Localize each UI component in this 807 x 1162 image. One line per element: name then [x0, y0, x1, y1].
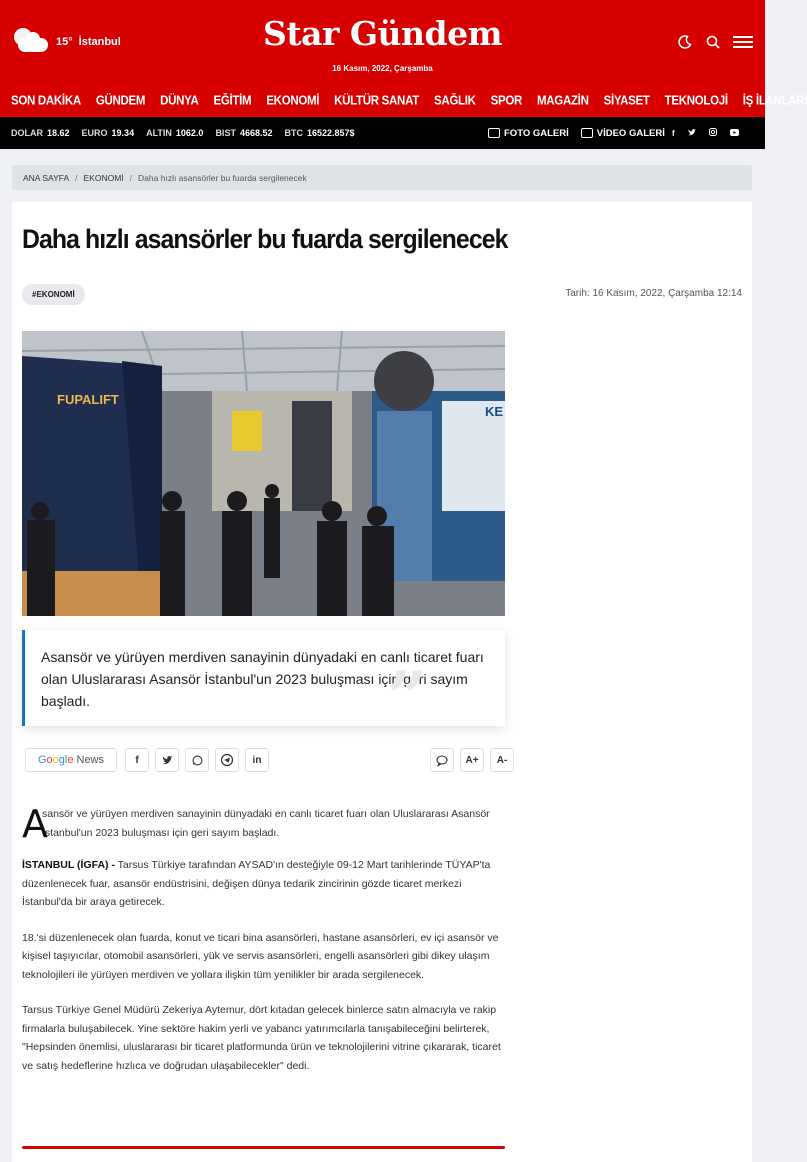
dateline: İSTANBUL (İGFA) -: [22, 859, 115, 871]
breadcrumb-current: Daha hızlı asansörler bu fuarda sergilenecek: [138, 172, 307, 183]
article-card: [12, 202, 752, 1162]
photo-sign-ke: KE: [485, 404, 504, 419]
youtube-icon[interactable]: [730, 129, 739, 138]
quote-icon: ”: [386, 656, 427, 739]
logo-text: Star Gündem: [263, 14, 502, 53]
nav-dunya[interactable]: DÜNYA: [160, 94, 199, 108]
ticker-altin: ALTIN 1062.0: [146, 128, 204, 138]
instagram-icon[interactable]: [709, 128, 717, 138]
main-nav: [0, 85, 807, 117]
nav-saglik[interactable]: SAĞLIK: [433, 94, 476, 108]
ticker-dolar: DOLAR 18.62: [11, 128, 70, 138]
breadcrumb: ANA SAYFA / EKONOMİ / Daha hızlı asansörler bu fuarda sergilenecek: [12, 165, 752, 190]
market-ticker: [0, 117, 765, 149]
image-icon: [488, 128, 500, 138]
article-title: Daha hızlı asansörler bu fuarda sergilenecek: [22, 224, 508, 254]
search-icon[interactable]: [705, 34, 721, 50]
google-news-button[interactable]: G o o g l e News: [25, 748, 117, 772]
paragraph-3: 18.'si düzenlenecek olan fuarda, konut ve ticari bina asansörleri, hastane asansörleri, ev içi asansör ve kişisel taşıyıcılar, otomobil asansörleri, yük ve servis asansörleri, engelli asansörleri gibi dikey ulaşım teknolojileri ile yürüyen merdiven ve yollara ilişkin tüm yenilikler bir arada sergilenecek.: [22, 931, 499, 981]
comment-button[interactable]: [430, 748, 454, 772]
menu-icon[interactable]: [733, 34, 753, 50]
twitter-icon[interactable]: [688, 129, 696, 138]
facebook-share-button[interactable]: f: [125, 748, 149, 772]
nav-gundem[interactable]: GÜNDEM: [95, 94, 146, 108]
photo-gallery-link[interactable]: FOTO GALERİ: [488, 128, 569, 139]
header-date: 16 Kasım, 2022, Çarşamba: [332, 64, 433, 73]
paragraph-4: Tarsus Türkiye Genel Müdürü Zekeriya Aytemur, dört kıtadan gelecek binlerce satın almacıyla ve rakip firmalarla buluşabilecek. Yine sektöre hakim yerli ve yabancı yatırımcılarla tanışabileceğini belirterek, "Hepsinden önemlisi, uluslararası bir ticaret platformunda ürün ve teknolojilerini vitrine çıkararak, ticaret ve satış hedeflerine hızlıca ve doğrudan ulaşabilecekler" dedi.: [22, 1004, 501, 1072]
nav-egitim[interactable]: EĞİTİM: [213, 94, 252, 108]
breadcrumb-category[interactable]: EKONOMİ: [83, 172, 124, 183]
linkedin-share-button[interactable]: in: [245, 748, 269, 772]
nav-is-ilanlari[interactable]: İŞ İLANLARI: [742, 94, 807, 108]
nav-spor[interactable]: SPOR: [490, 94, 523, 108]
video-gallery-link[interactable]: VİDEO GALERİ: [581, 128, 665, 139]
section-divider: [22, 1146, 505, 1149]
facebook-icon[interactable]: f: [672, 128, 675, 138]
article-spot: [22, 630, 505, 739]
category-tag[interactable]: #EKONOMİ: [22, 284, 85, 305]
video-icon: [581, 128, 593, 138]
paragraph-2: İSTANBUL (İGFA) - Tarsus Türkiye tarafından AYSAD'ın desteğiyle 09-12 Mart tarihlerinde TÜYAP'ta düzenlenecek fuar, asansör endüstrisini, değişen dünya tedarik zincirinin gözde ticaret merkezi İstanbul'da bir araya getirecek.: [22, 859, 491, 908]
whatsapp-share-button[interactable]: [185, 748, 209, 772]
site-logo[interactable]: [0, 14, 765, 53]
telegram-share-button[interactable]: [215, 748, 239, 772]
nav-kultur-sanat[interactable]: KÜLTÜR SANAT: [334, 94, 419, 108]
weather-city: İstanbul: [78, 36, 121, 48]
photo-sign-fupalift: FUPALIFT: [57, 392, 119, 407]
nav-teknoloji[interactable]: TEKNOLOJİ: [664, 94, 728, 108]
nav-magazin[interactable]: MAGAZİN: [537, 94, 589, 108]
share-toolbar: [25, 748, 508, 774]
breadcrumb-home[interactable]: ANA SAYFA: [23, 172, 70, 183]
font-decrease-button[interactable]: A-: [490, 748, 514, 772]
nav-son-dakika[interactable]: SON DAKİKA: [11, 94, 81, 108]
dropcap: A: [22, 802, 48, 846]
article-body: [22, 802, 502, 1092]
ticker-btc: BTC 16522.857$: [284, 128, 355, 138]
publish-date: Tarih: 16 Kasım, 2022, Çarşamba 12:14: [565, 288, 742, 299]
ticker-bist: BIST 4668.52: [215, 128, 273, 138]
weather-temp: 15°: [56, 36, 73, 48]
ticker-euro: EURO 19.34: [81, 128, 135, 138]
twitter-share-button[interactable]: [155, 748, 179, 772]
nav-ekonomi[interactable]: EKONOMİ: [266, 94, 320, 108]
nav-siyaset[interactable]: SİYASET: [603, 94, 650, 108]
site-header: [0, 0, 765, 85]
font-increase-button[interactable]: A+: [460, 748, 484, 772]
article-photo: [22, 331, 505, 616]
paragraph-1: A sansör ve yürüyen merdiven sanayinin dünyadaki en canlı ticaret fuarı olan Uluslararası Asansör İstanbul'un 2023 buluşması için geri sayım başladı.: [22, 802, 490, 846]
moon-icon[interactable]: [677, 34, 693, 50]
spot-text: Asansör ve yürüyen merdiven sanayinin dünyadaki en canlı ticaret fuarı olan Uluslararası Asansör İstanbul'un 2023 buluşması için geri sayım başladı.: [41, 649, 484, 709]
